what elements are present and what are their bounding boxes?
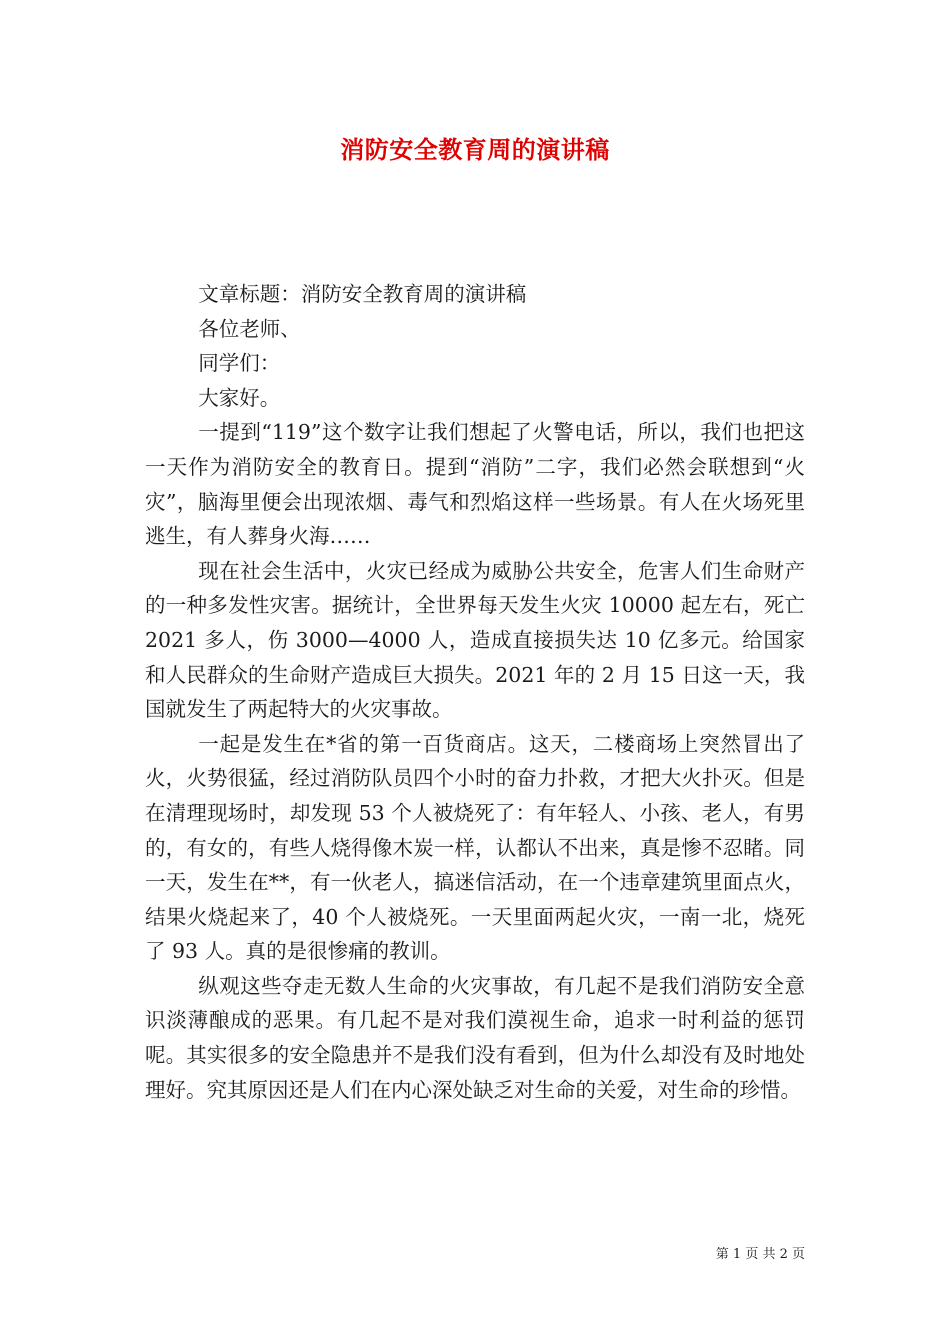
paragraph-reflection: 纵观这些夺走无数人生命的火灾事故，有几起不是我们消防安全意识淡薄酿成的恶果。有几起不是对我们漠视生命，追求一时利益的惩罚呢。其实很多的安全隐患并不是我们没有看到，但为什么却没有及时地处理好。究其原因还是人们在内心深处缺乏对生命的关爱，对生命的珍惜。 <box>145 973 805 1102</box>
document-title: 消防安全教育周的演讲稿 <box>340 135 610 164</box>
salutation-teachers: 各位老师、 <box>198 316 301 341</box>
paragraph-incidents: 一起是发生在*省的第一百货商店。这天，二楼商场上突然冒出了火，火势很猛，经过消防队员四个小时的奋力扑救，才把大火扑灭。但是在清理现场时，却发现 53 个人被烧死了：有年轻人、小孩、老人，有男的，有女的，有些人烧得像木炭一样，认都认不出来，真是惨不忍睹。同一天，发生在**，有一伙老人，搞迷信活动，在一个违章建筑里面点火，结果火烧起来了，40 个人被烧死。一天里面两起火灾，一南一北，烧死了 93 人。真的是很惨痛的教训。 <box>145 731 805 964</box>
greeting: 大家好。 <box>198 385 281 410</box>
paragraph-statistics: 现在社会生活中，火灾已经成为威胁公共安全，危害人们生命财产的一种多发性灾害。据统计，全世界每天发生火灾 10000 起左右，死亡 2021 多人，伤 3000—4000 人，造成直接损失达 10 亿多元。给国家和人民群众的生命财产造成巨大损失。2021 年的 2 月 15 日这一天，我国就发生了两起特大的火灾事故。 <box>145 558 805 722</box>
paragraph-intro: 一提到“119”这个数字让我们想起了火警电话，所以，我们也把这一天作为消防安全的教育日。提到“消防”二字，我们必然会联想到“火灾”，脑海里便会出现浓烟、毒气和烈焰这样一些场景。有人在火场死里逃生，有人葬身火海…… <box>145 420 805 549</box>
page-number: 第 1 页 共 2 页 <box>715 1247 805 1262</box>
article-title-line: 文章标题：消防安全教育周的演讲稿 <box>198 282 527 306</box>
salutation-students: 同学们： <box>198 351 281 376</box>
document-body <box>145 277 805 1107</box>
